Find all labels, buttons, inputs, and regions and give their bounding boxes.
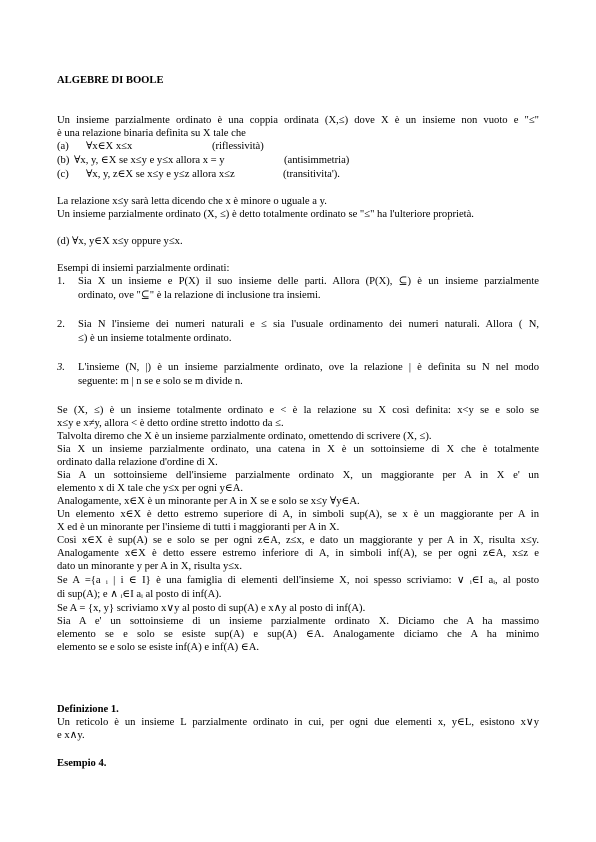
body-line-10: X ed è un minorante per l'insieme di tutti i maggioranti per A in X.: [57, 522, 340, 533]
body-line-11: Così x∈X è sup(A) se e solo se per ogni z∈A, z≤x, e dato un maggiorante y per A in X, risulta x≤y.: [57, 535, 539, 546]
intro-line-1: Un insieme parzialmente ordinato è una coppia ordinata (X,≤) dove X è un insieme non vuoto e "≤": [57, 115, 539, 126]
body-line-9: Un elemento x∈X è detto estremo superiore di A, in simboli sup(A), se x è un maggiorante per A in: [57, 509, 539, 520]
body-line-5: ordinato dalla relazione d'ordine di X.: [57, 457, 218, 468]
body-line-7: elemento x di X tale che y≤x per ogni y∈A.: [57, 483, 244, 494]
prop-b-label: (b): [57, 155, 70, 166]
prop-a-note: (riflessività): [212, 141, 264, 152]
prop-c-label: (c): [57, 169, 69, 180]
prop-b-formula: ∀x, y, ∈X se x≤y e y≤x allora x = y: [74, 155, 225, 166]
example-3-number: 3.: [57, 362, 65, 373]
body-line-19: elemento se e solo se esiste inf(A) e inf(A) ∈A.: [57, 642, 260, 653]
body-line-12: Analogamente x∈X è detto essere estremo inferiore di A, in simboli inf(A), se per ogni z∈A, x≤z e: [57, 548, 539, 559]
prop-d: (d) ∀x, y∈X x≤y oppure y≤x.: [57, 236, 183, 247]
prop-a-label: (a): [57, 141, 69, 152]
page-title: ALGEBRE DI BOOLE: [57, 75, 164, 86]
body-line-2: x≤y e x≠y, allora < è detto ordine stretto indotto da ≤.: [57, 418, 284, 429]
body-line-16: Se A = {x, y} scriviamo x∨y al posto di sup(A) e x∧y al posto di inf(A).: [57, 603, 366, 614]
body-line-4: Sia X un insieme parzialmente ordinato, una catena in X è un sottoinsieme di X che è totalmente: [57, 444, 539, 455]
body-line-14: Se A ={a ᵢ | i ∈ I} è una famiglia di elementi dell'insieme X, noi spesso scriviamo: ∨ ᵢ∈I aᵢ, al posto: [57, 575, 539, 586]
example-4-heading: Esempio 4.: [57, 758, 107, 769]
intro-line-2: è una relazione binaria definita su X tale che: [57, 128, 246, 139]
body-line-17: Sia A e' un sottoinsieme di un insieme parzialmente ordinato X. Diciamo che A ha massimo: [57, 616, 539, 627]
prop-c-formula: ∀x, y, z∈X se x≤y e y≤z allora x≤z: [86, 169, 235, 180]
prop-c-note: (transitivita').: [283, 169, 340, 180]
example-1-line-1: Sia X un insieme e P(X) il suo insieme delle parti. Allora (P(X), ⊆) è un insieme parzialmente: [78, 276, 539, 287]
example-3-line-2: seguente: m | n se e solo se m divide n.: [78, 376, 243, 387]
definition-line-2: e x∧y.: [57, 730, 85, 741]
body-line-3: Talvolta diremo che X è un insieme parzialmente ordinato, omettendo di scrivere (X, ≤).: [57, 431, 432, 442]
prop-b-note: (antisimmetria): [284, 155, 350, 166]
body-line-8: Analogamente, x∈X è un minorante per A in X se e solo se x≤y ∀y∈A.: [57, 496, 360, 507]
body-line-13: dato un minorante y per A in X, risulta y≤x.: [57, 561, 242, 572]
body-line-1: Se (X, ≤) è un insieme totalmente ordinato e < è la relazione su X così definita: x<y se e solo se: [57, 405, 539, 416]
example-2-number: 2.: [57, 319, 65, 330]
example-1-number: 1.: [57, 276, 65, 287]
relation-line-2: Un insieme parzialmente ordinato (X, ≤) è detto totalmente ordinato se "≤" ha l'ulteriore proprietà.: [57, 209, 474, 220]
example-3-line-1: L'insieme (N, |) è un insieme parzialmente ordinato, ove la relazione | è definita su N nel modo: [78, 362, 539, 373]
relation-line-1: La relazione x≤y sarà letta dicendo che x è minore o uguale a y.: [57, 196, 327, 207]
example-2-line-1: Sia N l'insieme dei numeri naturali e ≤ sia l'usuale ordinamento dei numeri naturali. Allora ( N,: [78, 319, 539, 330]
body-line-18: elemento se e solo se esiste sup(A) e sup(A) ∈A. Analogamente diciamo che A ha minimo: [57, 629, 539, 640]
body-line-15: di sup(A); e ∧ ᵢ∈I aᵢ al posto di inf(A).: [57, 589, 222, 600]
prop-a-formula: ∀x∈X x≤x: [86, 141, 133, 152]
example-2-line-2: ≤) è un insieme totalmente ordinato.: [78, 333, 232, 344]
definition-line-1: Un reticolo è un insieme L parzialmente ordinato in cui, per ogni due elementi x, y∈L, esistono x∨y: [57, 717, 539, 728]
examples-heading: Esempi di insiemi parzialmente ordinati:: [57, 263, 230, 274]
example-1-line-2: ordinato, ove "⊆" è la relazione di inclusione tra insiemi.: [78, 290, 321, 301]
definition-heading: Definizione 1.: [57, 704, 119, 715]
body-line-6: Sia A un sottoinsieme dell'insieme parzialmente ordinato X, un maggiorante per A in X e' un: [57, 470, 539, 481]
